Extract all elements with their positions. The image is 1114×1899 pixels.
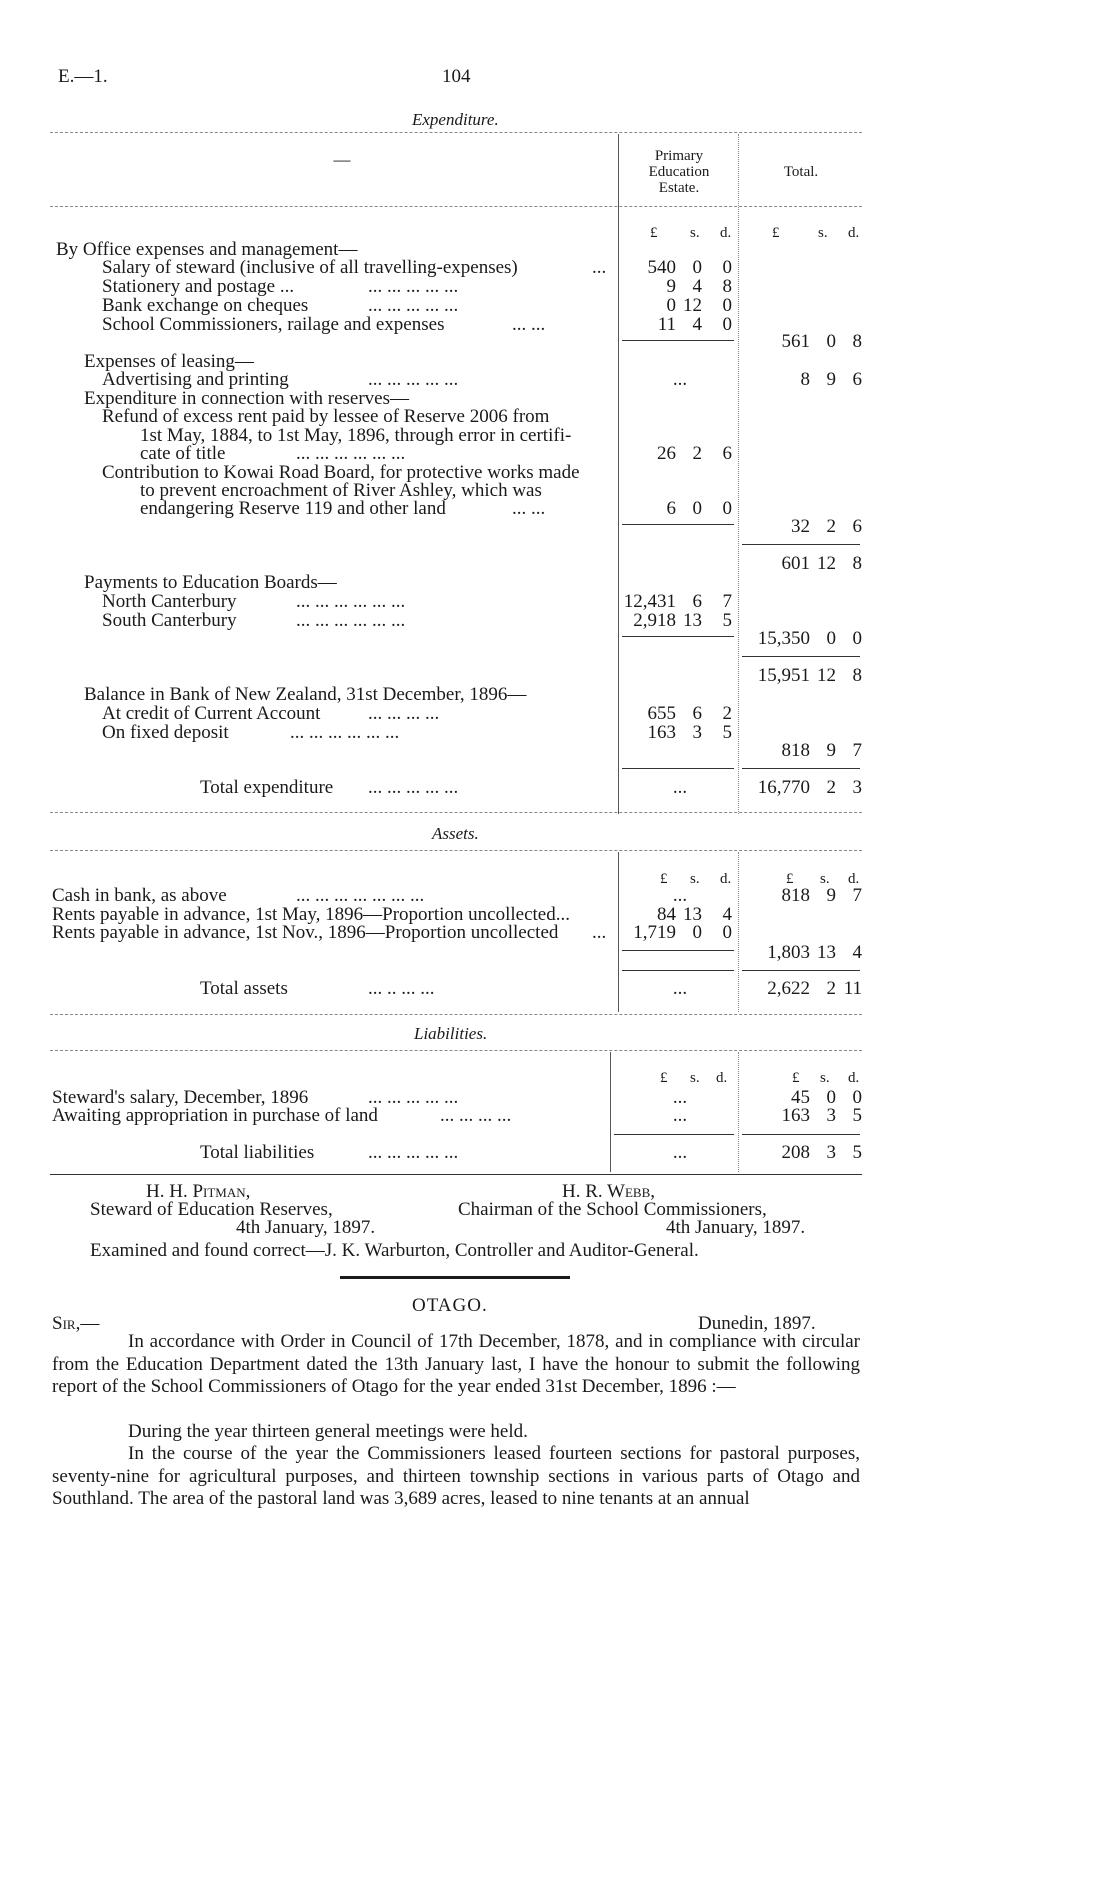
asset-primary: ...	[672, 885, 688, 906]
signatory-left-date: 4th January, 1897.	[236, 1217, 376, 1238]
balance-label: At credit of Current Account	[102, 703, 321, 724]
rents-total-pence: 4	[852, 942, 862, 963]
signatory-right-date: 4th January, 1897.	[666, 1217, 806, 1238]
units-pound: £	[660, 871, 668, 887]
board-pence: 5	[722, 610, 732, 631]
section-rule	[50, 850, 862, 851]
subtotal2-pence: 8	[852, 665, 862, 686]
units-pound: £	[650, 225, 658, 241]
units-shilling-total: s.	[818, 225, 828, 241]
board-label: South Canterbury	[102, 610, 237, 631]
kowai-shillings: 0	[692, 498, 702, 519]
section-rule	[50, 812, 862, 813]
paragraph-1: In accordance with Order in Council of 17th December, 1878, and in compliance with circular from the Education Department dated the 13th January last, I have the honour to submit the following report of the School Commissioners of Otago for the year ended 31st December, 1896 :—	[52, 1331, 860, 1397]
refund-line-3: cate of title	[140, 443, 226, 464]
subtotal2-shillings: 12	[817, 665, 836, 686]
total-rule	[622, 768, 734, 769]
boards-total-pounds: 15,350	[757, 628, 810, 649]
office-total-pence: 8	[852, 331, 862, 352]
amount-pence: 0	[722, 257, 732, 278]
paragraph-2: During the year thirteen general meetings were held.	[128, 1421, 528, 1442]
total-assets-label: Total assets	[200, 978, 288, 999]
board-label: North Canterbury	[102, 591, 237, 612]
balance-pounds: 163	[647, 722, 676, 743]
kowai-line-3: endangering Reserve 119 and other land	[140, 498, 446, 519]
column-header-description: —	[333, 150, 351, 169]
column-divider-primary	[610, 1052, 611, 1172]
rents-total-shillings: 13	[817, 942, 836, 963]
total-rule	[742, 1134, 860, 1135]
subtotal2-pounds: 15,951	[757, 665, 810, 686]
leader-dots: ... ... ... ... ...	[368, 276, 459, 297]
total-rule	[614, 1134, 734, 1135]
cash-total-pence: 7	[852, 885, 862, 906]
salutation: Sir,—	[52, 1313, 100, 1334]
section-rule	[50, 1014, 862, 1015]
units-pence-total: d.	[848, 871, 860, 887]
units-pound-total: £	[786, 871, 794, 887]
balance-shillings: 6	[692, 703, 702, 724]
advertising-pence: 6	[852, 369, 862, 390]
liability-label: Steward's salary, December, 1896	[52, 1087, 309, 1108]
asset-shillings: 0	[692, 922, 702, 943]
total-expenditure-pounds: 16,770	[757, 777, 810, 798]
leader-dots: ... ...	[512, 498, 546, 519]
column-divider-primary	[618, 852, 619, 1012]
total-liabilities-pence: 5	[852, 1142, 862, 1163]
balance-pounds: 655	[647, 703, 676, 724]
advertising-label: Advertising and printing	[102, 369, 289, 390]
units-shilling: s.	[690, 1070, 700, 1086]
total-assets-primary: ...	[672, 978, 688, 999]
subtotal-rule	[622, 950, 734, 951]
column-divider-total	[738, 852, 739, 1012]
balance-label: On fixed deposit	[102, 722, 229, 743]
section-rule	[50, 1050, 862, 1051]
total-expenditure-label: Total expenditure	[200, 777, 334, 798]
balance-heading: Balance in Bank of New Zealand, 31st December, 1896—	[84, 684, 527, 705]
page-number: 104	[442, 66, 471, 87]
reserves-heading: Expenditure in connection with reserves—	[84, 388, 410, 409]
section-separator	[340, 1276, 570, 1279]
total-rule	[742, 970, 860, 971]
board-shillings: 6	[692, 591, 702, 612]
total-assets-pounds: 2,622	[767, 978, 810, 999]
office-row-label: School Commissioners, railage and expenses	[102, 314, 445, 335]
total-expenditure-primary: ...	[672, 777, 688, 798]
office-total-shillings: 0	[826, 331, 836, 352]
total-assets-shillings: 2	[826, 978, 836, 999]
amount-shillings: 12	[683, 295, 702, 316]
leader-dots: ... ... ... ...	[368, 703, 440, 724]
assets-title: Assets.	[432, 824, 479, 843]
column-header-primary-1: Primary	[654, 148, 704, 164]
total-liabilities-shillings: 3	[826, 1142, 836, 1163]
leader-dots: ...	[592, 922, 607, 943]
column-header-primary-2: Education	[648, 164, 710, 180]
subtotal-rule	[622, 636, 734, 637]
subtotal-rule	[622, 524, 734, 525]
boards-total-pence: 0	[852, 628, 862, 649]
board-pounds: 2,918	[633, 610, 676, 631]
subtotal1-pence: 8	[852, 553, 862, 574]
amount-shillings: 4	[692, 314, 702, 335]
units-pound-total: £	[772, 225, 780, 241]
signatory-right-title: Chairman of the School Commissioners,	[458, 1199, 767, 1220]
liability-shillings: 3	[826, 1105, 836, 1126]
balance-pence: 5	[722, 722, 732, 743]
column-header-total: Total.	[783, 164, 819, 180]
office-heading: By Office expenses and management—	[56, 239, 358, 260]
units-shilling: s.	[690, 225, 700, 241]
board-pounds: 12,431	[623, 591, 676, 612]
column-divider-total	[738, 134, 739, 814]
rents-total-pounds: 1,803	[767, 942, 810, 963]
leader-dots: ... ... ... ... ...	[368, 369, 459, 390]
board-pence: 7	[722, 591, 732, 612]
place-date: Dunedin, 1897.	[698, 1313, 816, 1334]
amount-pounds: 11	[657, 314, 676, 335]
cash-total-shillings: 9	[826, 885, 836, 906]
refund-pounds: 26	[657, 443, 676, 464]
leader-dots: ... ... ... ...	[440, 1105, 512, 1126]
liability-primary: ...	[672, 1087, 688, 1108]
office-row-label: Salary of steward (inclusive of all travelling-expenses)	[102, 257, 518, 278]
liability-label: Awaiting appropriation in purchase of land	[52, 1105, 378, 1126]
units-shilling: s.	[690, 871, 700, 887]
leader-dots: ... ... ... ... ...	[368, 1087, 459, 1108]
leader-dots: ...	[592, 257, 607, 278]
asset-pence: 0	[722, 922, 732, 943]
office-row-label: Stationery and postage ...	[102, 276, 295, 297]
total-rule	[622, 970, 734, 971]
balance-total-pence: 7	[852, 740, 862, 761]
refund-shillings: 2	[692, 443, 702, 464]
refund-line-2: 1st May, 1884, to 1st May, 1896, through error in certifi-	[140, 425, 572, 446]
leader-dots: ... .. ... ...	[368, 978, 435, 999]
total-expenditure-shillings: 2	[826, 777, 836, 798]
advertising-shillings: 9	[826, 369, 836, 390]
reserves-total-pence: 6	[852, 516, 862, 537]
office-row-label: Bank exchange on cheques	[102, 295, 309, 316]
table-top-rule	[50, 132, 862, 133]
liability-primary: ...	[672, 1105, 688, 1126]
amount-pounds: 0	[666, 295, 676, 316]
paragraph-3: In the course of the year the Commissioners leased fourteen sections for pastoral purposes, seventy-nine for agricultural purposes, and thirteen township sections in various parts of Otago and Southland. The area of the pastoral land was 3,689 acres, leased to nine tenants at an annual	[52, 1443, 860, 1509]
leader-dots: ... ... ... ... ...	[368, 1142, 459, 1163]
total-expenditure-pence: 3	[852, 777, 862, 798]
asset-pounds: 84	[657, 904, 676, 925]
boards-total-shillings: 0	[826, 628, 836, 649]
units-pence-total: d.	[848, 1070, 860, 1086]
advertising-primary: ...	[672, 369, 688, 390]
leader-dots: ... ... ... ... ... ...	[296, 443, 406, 464]
reserves-total-pounds: 32	[791, 516, 810, 537]
liability-pence: 5	[852, 1105, 862, 1126]
units-pence: d.	[720, 225, 732, 241]
units-pence: d.	[720, 871, 732, 887]
subtotal1-shillings: 12	[817, 553, 836, 574]
leader-dots: ... ...	[512, 314, 546, 335]
amount-pence: 0	[722, 314, 732, 335]
subtotal-rule	[622, 340, 734, 341]
total-rule	[742, 768, 860, 769]
amount-pounds: 9	[666, 276, 676, 297]
boards-heading: Payments to Education Boards—	[84, 572, 337, 593]
units-shilling-total: s.	[820, 1070, 830, 1086]
refund-pence: 6	[722, 443, 732, 464]
balance-shillings: 3	[692, 722, 702, 743]
liability-pounds: 45	[791, 1087, 810, 1108]
total-liabilities-label: Total liabilities	[200, 1142, 315, 1163]
liability-shillings: 0	[826, 1087, 836, 1108]
column-header-primary-3: Estate.	[658, 180, 700, 196]
units-pound: £	[660, 1070, 668, 1086]
advertising-pounds: 8	[800, 369, 810, 390]
asset-pence: 4	[722, 904, 732, 925]
auditor-statement: Examined and found correct—J. K. Warburton, Controller and Auditor-General.	[90, 1240, 699, 1261]
units-shilling-total: s.	[820, 871, 830, 887]
total-liabilities-pounds: 208	[781, 1142, 810, 1163]
board-shillings: 13	[683, 610, 702, 631]
asset-label: Cash in bank, as above	[52, 885, 227, 906]
header-bottom-rule	[50, 206, 862, 207]
amount-shillings: 4	[692, 276, 702, 297]
kowai-line-2: to prevent encroachment of River Ashley, which was	[140, 480, 542, 501]
balance-pence: 2	[722, 703, 732, 724]
total-assets-pence: 11	[843, 978, 862, 999]
expenditure-title: Expenditure.	[412, 110, 499, 129]
office-total-pounds: 561	[781, 331, 810, 352]
amount-pence: 0	[722, 295, 732, 316]
signatory-right-name: H. R. Webb,	[562, 1181, 656, 1202]
kowai-pence: 0	[722, 498, 732, 519]
liability-pounds: 163	[781, 1105, 810, 1126]
reserves-total-shillings: 2	[826, 516, 836, 537]
leader-dots: ... ... ... ... ... ...	[296, 610, 406, 631]
balance-total-shillings: 9	[826, 740, 836, 761]
asset-pounds: 1,719	[633, 922, 676, 943]
asset-label: Rents payable in advance, 1st May, 1896—Proportion uncollected...	[52, 904, 570, 925]
subtotal-rule	[742, 656, 860, 657]
leader-dots: ... ... ... ... ... ...	[290, 722, 400, 743]
document-reference: E.—1.	[58, 66, 108, 87]
total-liabilities-primary: ...	[672, 1142, 688, 1163]
units-pound-total: £	[792, 1070, 800, 1086]
units-pence-total: d.	[848, 225, 860, 241]
table-bottom-rule	[50, 1174, 862, 1175]
kowai-pounds: 6	[666, 498, 676, 519]
asset-label: Rents payable in advance, 1st Nov., 1896—Proportion uncollected	[52, 922, 559, 943]
amount-pence: 8	[722, 276, 732, 297]
leader-dots: ... ... ... ... ... ... ...	[296, 885, 425, 906]
asset-shillings: 13	[683, 904, 702, 925]
otago-heading: OTAGO.	[412, 1295, 488, 1316]
leader-dots: ... ... ... ... ...	[368, 295, 459, 316]
amount-shillings: 0	[692, 257, 702, 278]
leasing-heading: Expenses of leasing—	[84, 351, 254, 372]
amount-pounds: 540	[647, 257, 676, 278]
cash-total-pounds: 818	[781, 885, 810, 906]
column-divider-primary	[618, 134, 619, 814]
signatory-left-name: H. H. Pitman,	[146, 1181, 251, 1202]
liabilities-title: Liabilities.	[414, 1024, 488, 1043]
column-divider-total	[738, 1052, 739, 1172]
subtotal1-pounds: 601	[781, 553, 810, 574]
liability-pence: 0	[852, 1087, 862, 1108]
leader-dots: ... ... ... ... ...	[368, 777, 459, 798]
units-pence: d.	[716, 1070, 728, 1086]
leader-dots: ... ... ... ... ... ...	[296, 591, 406, 612]
refund-line-1: Refund of excess rent paid by lessee of Reserve 2006 from	[102, 406, 550, 427]
balance-total-pounds: 818	[781, 740, 810, 761]
kowai-line-1: Contribution to Kowai Road Board, for protective works made	[102, 462, 580, 483]
subtotal-rule	[742, 544, 860, 545]
signatory-left-title: Steward of Education Reserves,	[90, 1199, 333, 1220]
